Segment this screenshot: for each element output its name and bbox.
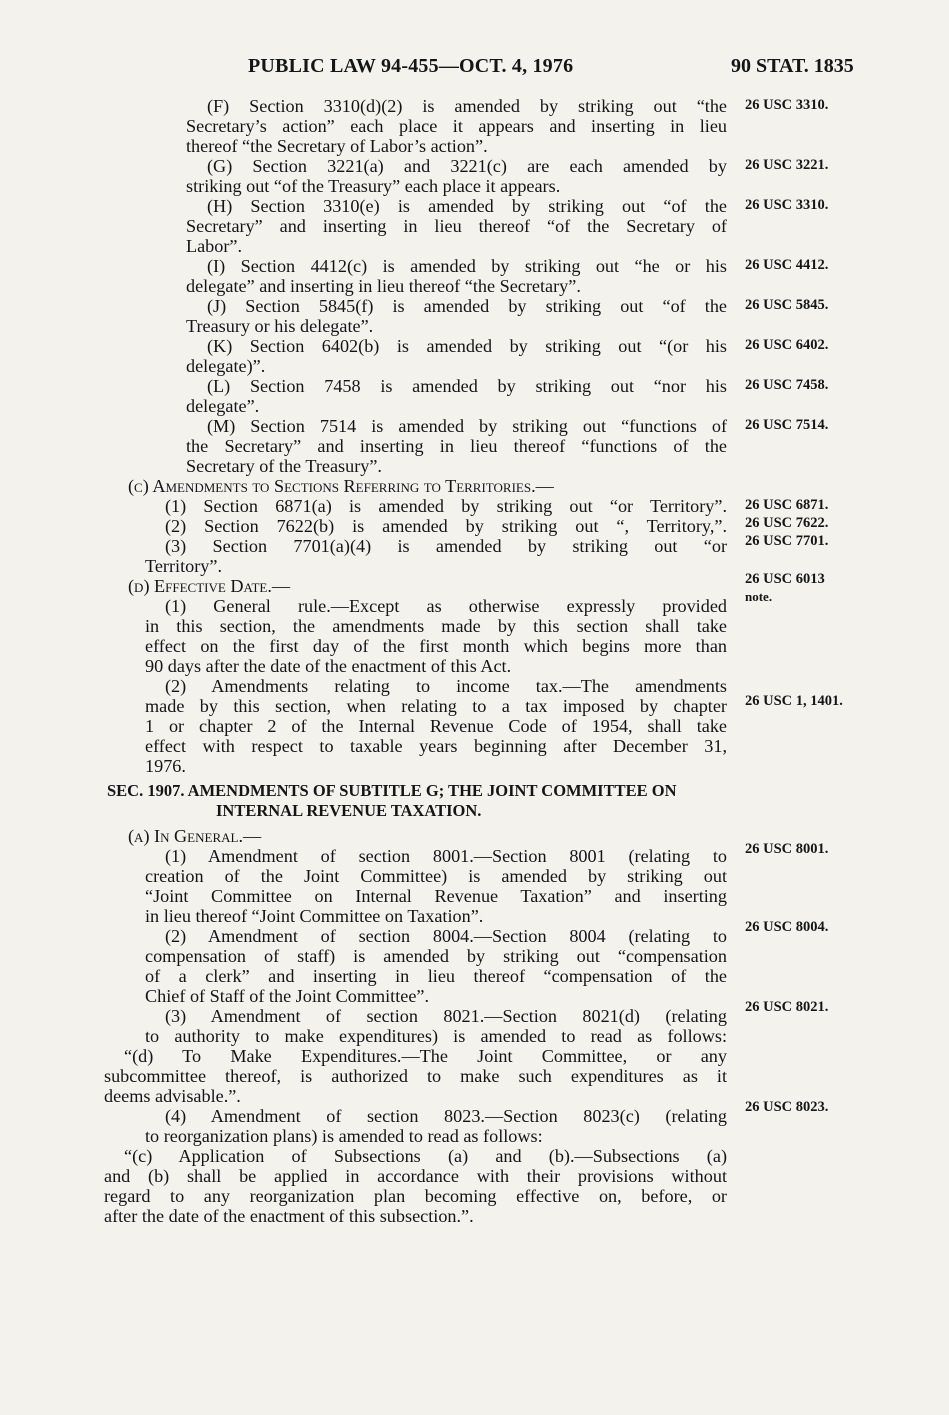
text-line: the Secretary” and inserting in lieu thereof “functions of the bbox=[186, 436, 727, 456]
text-line: Secretary of the Treasury”. bbox=[186, 456, 382, 476]
margin-citation: 26 USC 8023. bbox=[745, 1099, 829, 1115]
text-line: (H) Section 3310(e) is amended by striking out “of the bbox=[207, 196, 727, 216]
text-line: (1) Section 6871(a) is amended by striking out “or Territory”. bbox=[165, 496, 727, 516]
margin-citation: 26 USC 7622. bbox=[745, 515, 829, 531]
margin-citation: 26 USC 7701. bbox=[745, 533, 829, 549]
text-line: Territory”. bbox=[145, 556, 222, 576]
text-line: made by this section, when relating to a tax imposed by chapter bbox=[145, 696, 727, 716]
text-line: delegate)”. bbox=[186, 356, 266, 376]
margin-citation: 26 USC 6402. bbox=[745, 337, 829, 353]
text-line: (2) Amendment of section 8004.—Section 8004 (relating to bbox=[165, 926, 727, 946]
text-line: and (b) shall be applied in accordance with their provisions without bbox=[104, 1166, 727, 1186]
margin-citation: 26 USC 8001. bbox=[745, 841, 829, 857]
margin-citation: 26 USC 6871. bbox=[745, 497, 829, 513]
text-line: to reorganization plans) is amended to read as follows: bbox=[145, 1126, 543, 1146]
text-line: in lieu thereof “Joint Committee on Taxation”. bbox=[145, 906, 484, 926]
text-line: “(d) To Make Expenditures.—The Joint Committee, or any bbox=[124, 1046, 727, 1066]
text-line: (I) Section 4412(c) is amended by striking out “he or his bbox=[207, 256, 727, 276]
text-line: 90 days after the date of the enactment of this Act. bbox=[145, 656, 512, 676]
text-line: compensation of staff) is amended by striking out “compensation bbox=[145, 946, 727, 966]
text-line: (J) Section 5845(f) is amended by striking out “of the bbox=[207, 296, 727, 316]
subsection-heading: (d) Effective Date.— bbox=[128, 576, 291, 596]
margin-citation: 26 USC 5845. bbox=[745, 297, 829, 313]
text-line: of a clerk” and inserting in lieu thereof “compensation of the bbox=[145, 966, 727, 986]
text-line: delegate” and inserting in lieu thereof “the Secretary”. bbox=[186, 276, 581, 296]
margin-citation: 26 USC 3310. bbox=[745, 197, 829, 213]
text-line: (1) General rule.—Except as otherwise expressly provided bbox=[165, 596, 727, 616]
text-line: (1) Amendment of section 8001.—Section 8001 (relating to bbox=[165, 846, 727, 866]
text-line: (F) Section 3310(d)(2) is amended by striking out “the bbox=[207, 96, 727, 116]
margin-citation: 26 USC 8004. bbox=[745, 919, 829, 935]
margin-citation: 26 USC 7514. bbox=[745, 417, 829, 433]
text-line: 1976. bbox=[145, 756, 186, 776]
section-heading-cont: INTERNAL REVENUE TAXATION. bbox=[216, 801, 482, 820]
text-line: striking out “of the Treasury” each place it appears. bbox=[186, 176, 561, 196]
text-line: (2) Section 7622(b) is amended by striking out “, Territory,”. bbox=[165, 516, 727, 536]
text-line: (3) Amendment of section 8021.—Section 8021(d) (relating bbox=[165, 1006, 727, 1026]
text-line: after the date of the enactment of this subsection.”. bbox=[104, 1206, 474, 1226]
text-line: subcommittee thereof, is authorized to make such expenditures as it bbox=[104, 1066, 727, 1086]
text-line: Treasury or his delegate”. bbox=[186, 316, 374, 336]
margin-citation: 26 USC 6013 bbox=[745, 571, 825, 587]
text-line: (G) Section 3221(a) and 3221(c) are each amended by bbox=[207, 156, 727, 176]
text-line: Secretary’s action” each place it appears and inserting in lieu bbox=[186, 116, 727, 136]
section-heading: SEC. 1907. AMENDMENTS OF SUBTITLE G; THE JOINT COMMITTEE ON bbox=[107, 781, 677, 800]
text-line: in this section, the amendments made by this section shall take bbox=[145, 616, 727, 636]
subsection-heading: (a) In General.— bbox=[128, 826, 262, 846]
margin-citation: 26 USC 7458. bbox=[745, 377, 829, 393]
text-line: “Joint Committee on Internal Revenue Taxation” and inserting bbox=[145, 886, 727, 906]
margin-citation: 26 USC 3310. bbox=[745, 97, 829, 113]
page-header-title: PUBLIC LAW 94-455—OCT. 4, 1976 bbox=[248, 55, 574, 77]
margin-citation: 26 USC 8021. bbox=[745, 999, 829, 1015]
text-line: (K) Section 6402(b) is amended by striking out “(or his bbox=[207, 336, 727, 356]
text-line: (L) Section 7458 is amended by striking out “nor his bbox=[207, 376, 727, 396]
text-line: creation of the Joint Committee) is amended by striking out bbox=[145, 866, 727, 886]
text-line: Secretary” and inserting in lieu thereof “of the Secretary of bbox=[186, 216, 727, 236]
text-line: regard to any reorganization plan becoming effective on, before, or bbox=[104, 1186, 727, 1206]
text-line: thereof “the Secretary of Labor’s action”. bbox=[186, 136, 488, 156]
text-line: deems advisable.”. bbox=[104, 1086, 241, 1106]
text-line: “(c) Application of Subsections (a) and (b).—Subsections (a) bbox=[124, 1146, 727, 1166]
text-line: (2) Amendments relating to income tax.—The amendments bbox=[165, 676, 727, 696]
margin-citation: 26 USC 3221. bbox=[745, 157, 829, 173]
text-line: effect on the first day of the first month which begins more than bbox=[145, 636, 727, 656]
text-line: Labor”. bbox=[186, 236, 243, 256]
text-line: (4) Amendment of section 8023.—Section 8023(c) (relating bbox=[165, 1106, 727, 1126]
text-line: 1 or chapter 2 of the Internal Revenue Code of 1954, shall take bbox=[145, 716, 727, 736]
subsection-heading: (c) Amendments to Sections Referring to Territories.— bbox=[128, 476, 554, 496]
margin-citation: 26 USC 4412. bbox=[745, 257, 829, 273]
margin-citation: 26 USC 1, 1401. bbox=[745, 693, 843, 709]
margin-citation-note: note. bbox=[745, 589, 773, 604]
page-header-stat: 90 STAT. 1835 bbox=[731, 55, 854, 77]
text-line: Chief of Staff of the Joint Committee”. bbox=[145, 986, 430, 1006]
text-line: delegate”. bbox=[186, 396, 260, 416]
text-line: to authority to make expenditures) is amended to read as follows: bbox=[145, 1026, 727, 1046]
text-line: (M) Section 7514 is amended by striking out “functions of bbox=[207, 416, 727, 436]
text-line: (3) Section 7701(a)(4) is amended by striking out “or bbox=[165, 536, 727, 556]
text-line: effect with respect to taxable years beginning after December 31, bbox=[145, 736, 727, 756]
